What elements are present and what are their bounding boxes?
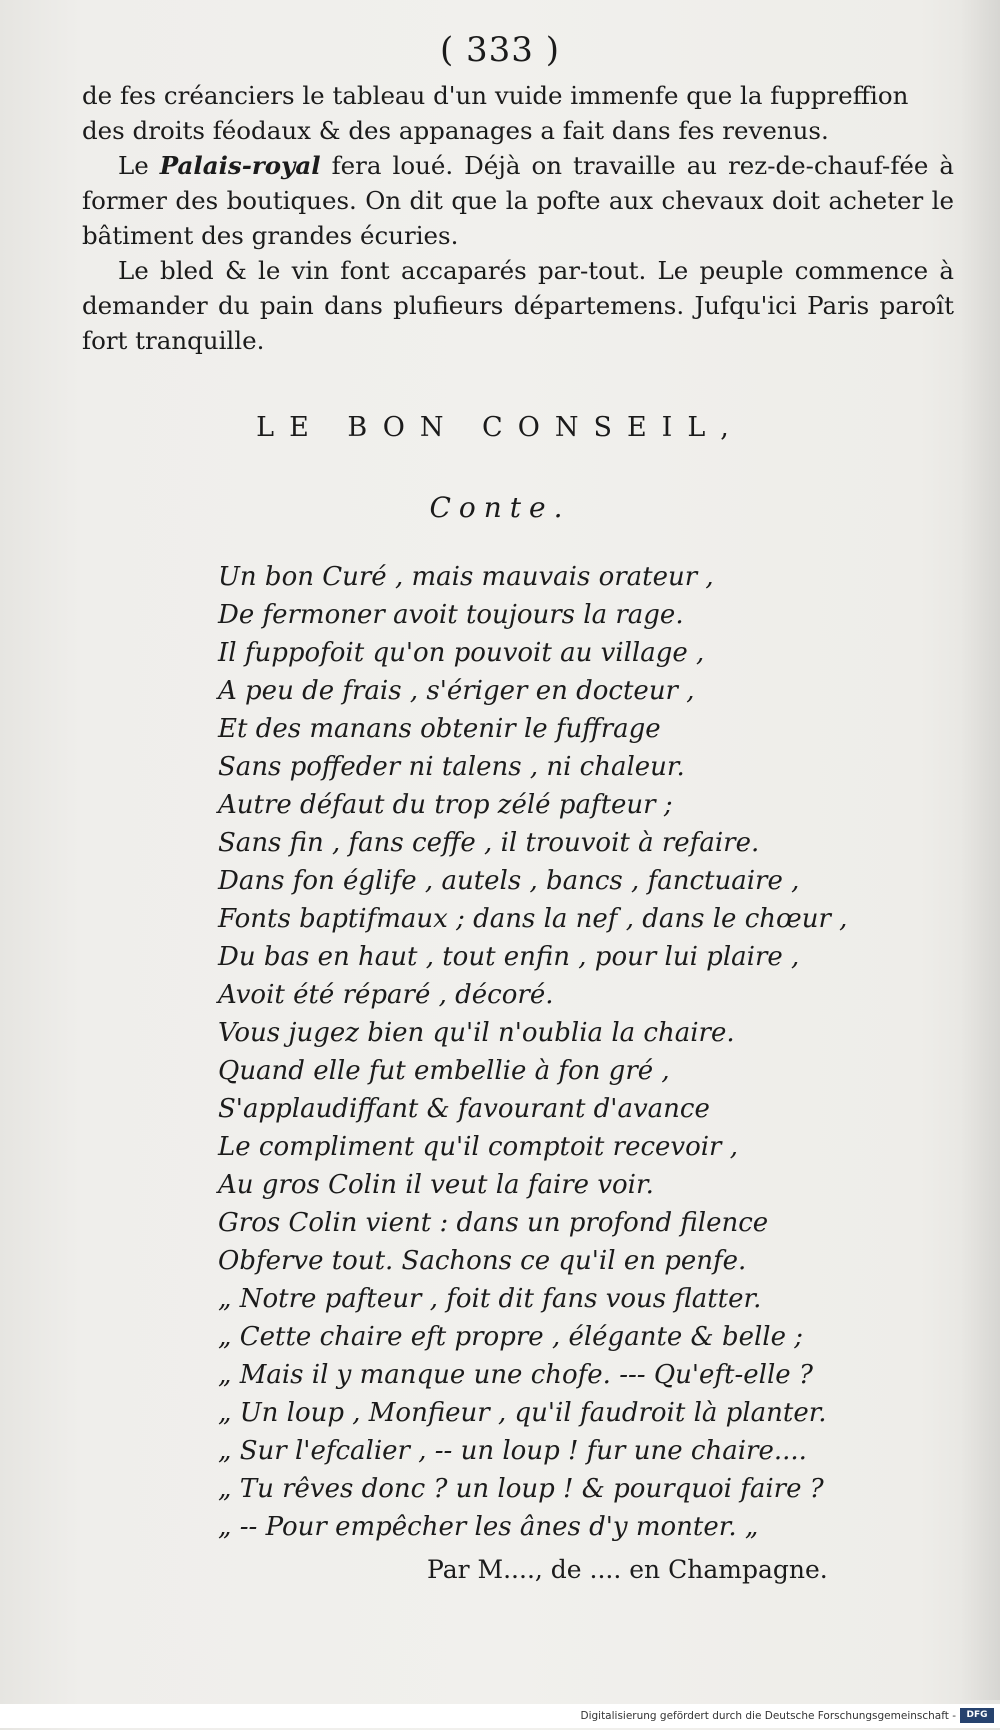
poem-title: LE BON CONSEIL, bbox=[256, 412, 744, 443]
paragraph-3: Le bled & le vin font accaparés par-tout. Le peuple commence à demander du pain dans plufieurs départemens. Jufqu'ici Paris paroît fort tranquille. bbox=[82, 256, 954, 355]
poem-line: Avoit été réparé , décoré. bbox=[218, 980, 554, 1010]
poem-line: A peu de frais , s'ériger en docteur , bbox=[218, 676, 695, 706]
poem-line: S'applaudiffant & favourant d'avance bbox=[218, 1094, 710, 1124]
dfg-logo: DFG bbox=[960, 1708, 994, 1723]
digitization-footer bbox=[0, 1704, 1000, 1728]
poem-signature: Par M...., de .... en Champagne. bbox=[427, 1555, 828, 1584]
paragraph-1 bbox=[82, 78, 954, 148]
poem-line: Vous jugez bien qu'il n'oublia la chaire. bbox=[218, 1018, 735, 1048]
poem-line: Dans fon églife , autels , bancs , fanctuaire , bbox=[218, 866, 800, 896]
poem-line: Gros Colin vient : dans un profond filence bbox=[218, 1208, 769, 1238]
poem-line: Quand elle fut embellie à fon gré , bbox=[218, 1056, 670, 1086]
poem-line: Fonts baptifmaux ; dans la nef , dans le chœur , bbox=[218, 904, 848, 934]
paragraph-1-line-1: de fes créanciers le tableau d'un vuide immenfe que la fuppreffion bbox=[82, 81, 909, 110]
poem-line: „ -- Pour empêcher les ânes d'y monter. „ bbox=[218, 1512, 759, 1542]
poem-line: Obferve tout. Sachons ce qu'il en penfe. bbox=[218, 1246, 747, 1276]
poem-line: „ Cette chaire eft propre , élégante & belle ; bbox=[218, 1322, 804, 1352]
page-number: ( 333 ) bbox=[439, 30, 561, 70]
poem-line: „ Notre pafteur , foit dit fans vous flatter. bbox=[218, 1284, 762, 1314]
paragraph-2-rest: fera loué. Déjà on travaille au rez-de-chauf-fée à former des boutiques. On dit que la pofte aux chevaux doit acheter le bâtiment des grandes écuries. bbox=[82, 151, 955, 250]
poem-subtitle: Conte. bbox=[429, 491, 571, 524]
poem-line: „ Un loup , Monfieur , qu'il faudroit là planter. bbox=[218, 1398, 827, 1428]
poem-line: Autre défaut du trop zélé pafteur ; bbox=[218, 790, 673, 820]
poem-line: Et des manans obtenir le fuffrage bbox=[218, 714, 661, 744]
poem bbox=[218, 558, 958, 1546]
poem-line: Au gros Colin il veut la faire voir. bbox=[218, 1170, 654, 1200]
poem-line: Sans poffeder ni talens , ni chaleur. bbox=[218, 752, 685, 782]
poem-line: Sans fin , fans ceffe , il trouvoit à refaire. bbox=[218, 828, 760, 858]
poem-line: Un bon Curé , mais mauvais orateur , bbox=[218, 562, 714, 592]
poem-line: Il fuppofoit qu'on pouvoit au village , bbox=[218, 638, 705, 668]
paragraph-1-line-2: des droits féodaux & des appanages a fait dans fes revenus. bbox=[82, 116, 829, 145]
poem-line: Le compliment qu'il comptoit recevoir , bbox=[218, 1132, 739, 1162]
paragraph-2-start: Le bbox=[118, 151, 160, 180]
paragraph-2 bbox=[82, 148, 954, 253]
poem-line: Du bas en haut , tout enfin , pour lui plaire , bbox=[218, 942, 800, 972]
page-edge-shadow bbox=[960, 0, 1000, 1700]
poem-line: De fermoner avoit toujours la rage. bbox=[218, 600, 684, 630]
footer-credit: Digitalisierung gefördert durch die Deutsche Forschungsgemeinschaft - bbox=[580, 1710, 956, 1722]
poem-line: „ Mais il y manque une chofe. --- Qu'eft-elle ? bbox=[218, 1360, 813, 1390]
palais-royal-emphasis: Palais-royal bbox=[159, 151, 321, 180]
prose-block bbox=[82, 78, 954, 358]
poem-line: „ Sur l'efcalier , -- un loup ! fur une chaire.... bbox=[218, 1436, 807, 1466]
poem-line: „ Tu rêves donc ? un loup ! & pourquoi faire ? bbox=[218, 1474, 824, 1504]
